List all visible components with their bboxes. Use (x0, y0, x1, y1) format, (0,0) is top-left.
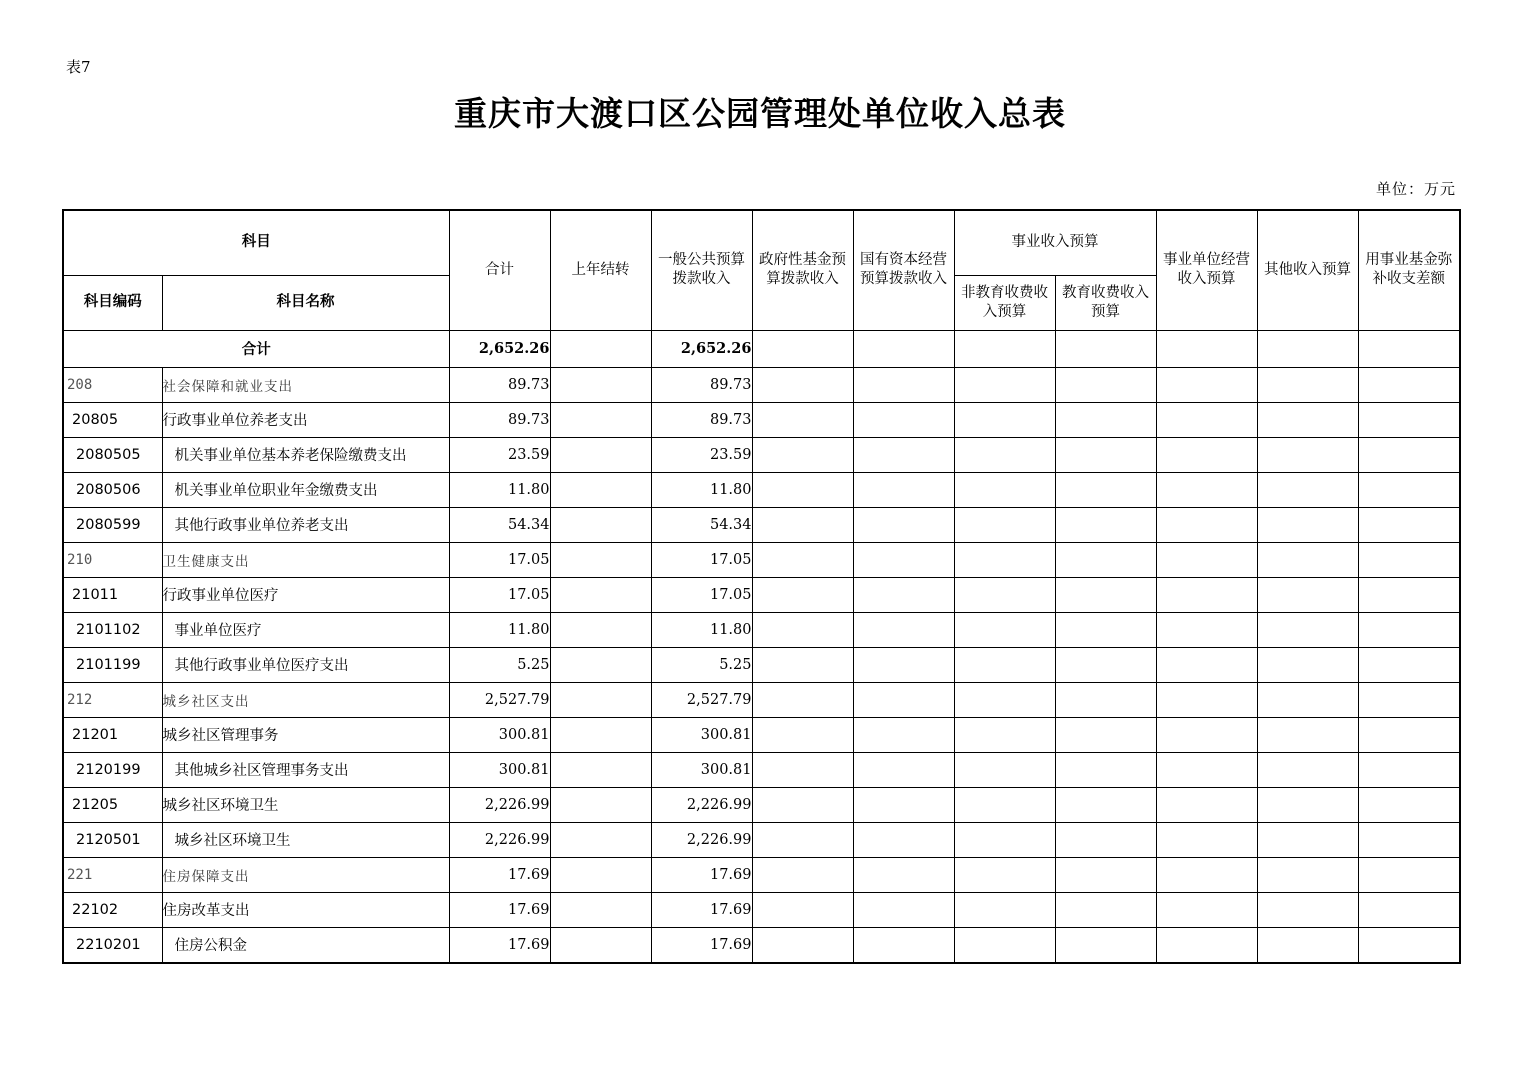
row-edu-fee (1055, 367, 1156, 402)
row-total: 2,527.79 (449, 682, 550, 717)
row-state-capital (853, 682, 954, 717)
total-general: 2,652.26 (651, 330, 752, 367)
row-non-edu-fee (954, 787, 1055, 822)
row-total: 89.73 (449, 367, 550, 402)
row-other-income (1257, 437, 1358, 472)
row-other-income (1257, 857, 1358, 892)
table-row (63, 437, 1460, 472)
row-carryover (550, 787, 651, 822)
row-other-income (1257, 542, 1358, 577)
table-row (63, 787, 1460, 822)
row-carryover (550, 367, 651, 402)
row-non-edu-fee (954, 717, 1055, 752)
header-career-business: 事业单位经营收入预算 (1156, 210, 1257, 330)
header-other-income: 其他收入预算 (1257, 210, 1358, 330)
row-fund-supplement (1358, 367, 1460, 402)
row-gov-fund (752, 787, 853, 822)
header-total: 合计 (449, 210, 550, 330)
row-name: 机关事业单位基本养老保险缴费支出 (162, 437, 449, 472)
row-carryover (550, 542, 651, 577)
row-gov-fund (752, 857, 853, 892)
row-general: 5.25 (651, 647, 752, 682)
row-carryover (550, 437, 651, 472)
row-non-edu-fee (954, 577, 1055, 612)
row-edu-fee (1055, 437, 1156, 472)
total-row (63, 330, 1460, 367)
row-total: 5.25 (449, 647, 550, 682)
header-fund-supplement: 用事业基金弥补收支差额 (1358, 210, 1460, 330)
header-state-capital: 国有资本经营预算拨款收入 (853, 210, 954, 330)
row-fund-supplement (1358, 857, 1460, 892)
table-row (63, 402, 1460, 437)
header-name: 科目名称 (162, 275, 449, 330)
row-general: 17.69 (651, 892, 752, 927)
row-gov-fund (752, 892, 853, 927)
row-career-business (1156, 752, 1257, 787)
row-edu-fee (1055, 717, 1156, 752)
header-gov-fund: 政府性基金预算拨款收入 (752, 210, 853, 330)
row-career-business (1156, 367, 1257, 402)
row-code: 2120199 (63, 752, 162, 787)
row-career-business (1156, 717, 1257, 752)
row-gov-fund (752, 542, 853, 577)
row-carryover (550, 577, 651, 612)
row-name: 卫生健康支出 (162, 542, 449, 577)
row-non-edu-fee (954, 472, 1055, 507)
row-total: 2,226.99 (449, 787, 550, 822)
row-name: 机关事业单位职业年金缴费支出 (162, 472, 449, 507)
row-other-income (1257, 647, 1358, 682)
row-gov-fund (752, 367, 853, 402)
row-fund-supplement (1358, 752, 1460, 787)
row-name: 城乡社区支出 (162, 682, 449, 717)
row-gov-fund (752, 682, 853, 717)
row-career-business (1156, 577, 1257, 612)
header-non-edu-fee: 非教育收费收入预算 (954, 275, 1055, 330)
row-other-income (1257, 367, 1358, 402)
row-code: 2210201 (63, 927, 162, 963)
header-edu-fee: 教育收费收入预算 (1055, 275, 1156, 330)
row-career-business (1156, 892, 1257, 927)
row-carryover (550, 507, 651, 542)
row-name: 其他行政事业单位医疗支出 (162, 647, 449, 682)
row-code: 210 (63, 542, 162, 577)
row-gov-fund (752, 612, 853, 647)
row-total: 23.59 (449, 437, 550, 472)
row-name: 社会保障和就业支出 (162, 367, 449, 402)
row-career-business (1156, 507, 1257, 542)
row-general: 89.73 (651, 402, 752, 437)
row-carryover (550, 857, 651, 892)
page-title: 重庆市大渡口区公园管理处单位收入总表 (454, 94, 1066, 133)
row-code: 21205 (63, 787, 162, 822)
row-general: 89.73 (651, 367, 752, 402)
row-state-capital (853, 437, 954, 472)
row-general: 17.69 (651, 857, 752, 892)
row-code: 21201 (63, 717, 162, 752)
row-gov-fund (752, 647, 853, 682)
row-other-income (1257, 402, 1358, 437)
row-state-capital (853, 367, 954, 402)
row-gov-fund (752, 822, 853, 857)
row-state-capital (853, 542, 954, 577)
table-row (63, 857, 1460, 892)
row-total: 17.69 (449, 927, 550, 963)
row-non-edu-fee (954, 892, 1055, 927)
row-fund-supplement (1358, 437, 1460, 472)
row-carryover (550, 682, 651, 717)
row-total: 17.69 (449, 857, 550, 892)
row-name: 其他城乡社区管理事务支出 (162, 752, 449, 787)
table-row (63, 612, 1460, 647)
row-non-edu-fee (954, 857, 1055, 892)
row-name: 行政事业单位医疗 (162, 577, 449, 612)
row-other-income (1257, 682, 1358, 717)
row-state-capital (853, 892, 954, 927)
header-carryover: 上年结转 (550, 210, 651, 330)
row-code: 208 (63, 367, 162, 402)
row-non-edu-fee (954, 542, 1055, 577)
row-state-capital (853, 507, 954, 542)
table-row (63, 682, 1460, 717)
table-row (63, 577, 1460, 612)
row-fund-supplement (1358, 717, 1460, 752)
row-state-capital (853, 717, 954, 752)
row-edu-fee (1055, 542, 1156, 577)
row-general: 11.80 (651, 612, 752, 647)
row-non-edu-fee (954, 437, 1055, 472)
row-general: 23.59 (651, 437, 752, 472)
row-name: 城乡社区管理事务 (162, 717, 449, 752)
row-non-edu-fee (954, 752, 1055, 787)
row-edu-fee (1055, 927, 1156, 963)
row-career-business (1156, 682, 1257, 717)
row-code: 212 (63, 682, 162, 717)
row-general: 2,226.99 (651, 787, 752, 822)
row-other-income (1257, 507, 1358, 542)
row-career-business (1156, 647, 1257, 682)
row-general: 11.80 (651, 472, 752, 507)
row-total: 17.69 (449, 892, 550, 927)
row-state-capital (853, 612, 954, 647)
row-state-capital (853, 927, 954, 963)
row-gov-fund (752, 927, 853, 963)
row-total: 89.73 (449, 402, 550, 437)
row-other-income (1257, 717, 1358, 752)
row-name: 住房改革支出 (162, 892, 449, 927)
row-name: 其他行政事业单位养老支出 (162, 507, 449, 542)
row-state-capital (853, 402, 954, 437)
income-summary-table (62, 209, 1461, 964)
row-code: 2120501 (63, 822, 162, 857)
row-state-capital (853, 787, 954, 822)
row-name: 城乡社区环境卫生 (162, 787, 449, 822)
row-carryover (550, 717, 651, 752)
row-career-business (1156, 787, 1257, 822)
row-name: 行政事业单位养老支出 (162, 402, 449, 437)
row-general: 54.34 (651, 507, 752, 542)
row-code: 21011 (63, 577, 162, 612)
row-gov-fund (752, 752, 853, 787)
table-row (63, 892, 1460, 927)
row-total: 54.34 (449, 507, 550, 542)
table-row (63, 752, 1460, 787)
table-row (63, 542, 1460, 577)
row-total: 11.80 (449, 612, 550, 647)
row-total: 300.81 (449, 717, 550, 752)
row-fund-supplement (1358, 892, 1460, 927)
row-non-edu-fee (954, 927, 1055, 963)
row-total: 11.80 (449, 472, 550, 507)
table-row (63, 927, 1460, 963)
row-edu-fee (1055, 787, 1156, 822)
header-career-income: 事业收入预算 (954, 210, 1156, 275)
row-career-business (1156, 542, 1257, 577)
row-edu-fee (1055, 857, 1156, 892)
row-code: 2101199 (63, 647, 162, 682)
row-gov-fund (752, 402, 853, 437)
table-row (63, 822, 1460, 857)
row-state-capital (853, 752, 954, 787)
row-fund-supplement (1358, 612, 1460, 647)
row-edu-fee (1055, 472, 1156, 507)
row-code: 2080506 (63, 472, 162, 507)
row-other-income (1257, 892, 1358, 927)
row-code: 2101102 (63, 612, 162, 647)
row-fund-supplement (1358, 542, 1460, 577)
row-fund-supplement (1358, 577, 1460, 612)
row-carryover (550, 927, 651, 963)
row-general: 2,527.79 (651, 682, 752, 717)
total-label: 合计 (63, 330, 449, 367)
row-general: 300.81 (651, 752, 752, 787)
row-state-capital (853, 857, 954, 892)
row-carryover (550, 822, 651, 857)
row-edu-fee (1055, 507, 1156, 542)
row-state-capital (853, 472, 954, 507)
row-fund-supplement (1358, 647, 1460, 682)
row-gov-fund (752, 507, 853, 542)
row-career-business (1156, 402, 1257, 437)
table-row (63, 717, 1460, 752)
row-general: 2,226.99 (651, 822, 752, 857)
total-carryover (550, 330, 651, 367)
row-general: 300.81 (651, 717, 752, 752)
unit-label: 单位：万元 (1375, 180, 1456, 198)
row-fund-supplement (1358, 507, 1460, 542)
row-name: 住房公积金 (162, 927, 449, 963)
row-career-business (1156, 857, 1257, 892)
row-other-income (1257, 577, 1358, 612)
row-other-income (1257, 612, 1358, 647)
row-carryover (550, 752, 651, 787)
row-state-capital (853, 577, 954, 612)
row-other-income (1257, 822, 1358, 857)
total-sum: 2,652.26 (449, 330, 550, 367)
row-gov-fund (752, 717, 853, 752)
row-edu-fee (1055, 402, 1156, 437)
row-non-edu-fee (954, 822, 1055, 857)
row-state-capital (853, 822, 954, 857)
row-carryover (550, 472, 651, 507)
row-carryover (550, 892, 651, 927)
row-fund-supplement (1358, 682, 1460, 717)
row-edu-fee (1055, 822, 1156, 857)
row-total: 300.81 (449, 752, 550, 787)
row-non-edu-fee (954, 402, 1055, 437)
row-edu-fee (1055, 647, 1156, 682)
table-row (63, 367, 1460, 402)
row-code: 221 (63, 857, 162, 892)
row-other-income (1257, 472, 1358, 507)
row-career-business (1156, 927, 1257, 963)
row-edu-fee (1055, 892, 1156, 927)
row-edu-fee (1055, 682, 1156, 717)
row-non-edu-fee (954, 647, 1055, 682)
row-general: 17.05 (651, 542, 752, 577)
row-non-edu-fee (954, 367, 1055, 402)
row-carryover (550, 402, 651, 437)
row-non-edu-fee (954, 612, 1055, 647)
row-carryover (550, 612, 651, 647)
row-general: 17.69 (651, 927, 752, 963)
row-career-business (1156, 437, 1257, 472)
row-code: 22102 (63, 892, 162, 927)
row-gov-fund (752, 577, 853, 612)
header-subject: 科目 (63, 210, 449, 275)
row-other-income (1257, 787, 1358, 822)
row-other-income (1257, 927, 1358, 963)
row-total: 2,226.99 (449, 822, 550, 857)
row-edu-fee (1055, 612, 1156, 647)
row-career-business (1156, 612, 1257, 647)
row-code: 2080505 (63, 437, 162, 472)
row-fund-supplement (1358, 822, 1460, 857)
header-code: 科目编码 (63, 275, 162, 330)
table-number: 表7 (66, 58, 91, 76)
row-fund-supplement (1358, 472, 1460, 507)
row-other-income (1257, 752, 1358, 787)
row-general: 17.05 (651, 577, 752, 612)
row-carryover (550, 647, 651, 682)
row-career-business (1156, 472, 1257, 507)
row-code: 20805 (63, 402, 162, 437)
row-fund-supplement (1358, 787, 1460, 822)
row-edu-fee (1055, 577, 1156, 612)
table-row (63, 472, 1460, 507)
row-gov-fund (752, 437, 853, 472)
row-edu-fee (1055, 752, 1156, 787)
row-name: 住房保障支出 (162, 857, 449, 892)
row-career-business (1156, 822, 1257, 857)
table-row (63, 647, 1460, 682)
row-fund-supplement (1358, 927, 1460, 963)
row-fund-supplement (1358, 402, 1460, 437)
row-total: 17.05 (449, 577, 550, 612)
row-code: 2080599 (63, 507, 162, 542)
row-gov-fund (752, 472, 853, 507)
row-total: 17.05 (449, 542, 550, 577)
row-non-edu-fee (954, 682, 1055, 717)
table-row (63, 507, 1460, 542)
row-name: 事业单位医疗 (162, 612, 449, 647)
header-general-budget: 一般公共预算拨款收入 (651, 210, 752, 330)
row-name: 城乡社区环境卫生 (162, 822, 449, 857)
row-state-capital (853, 647, 954, 682)
row-non-edu-fee (954, 507, 1055, 542)
